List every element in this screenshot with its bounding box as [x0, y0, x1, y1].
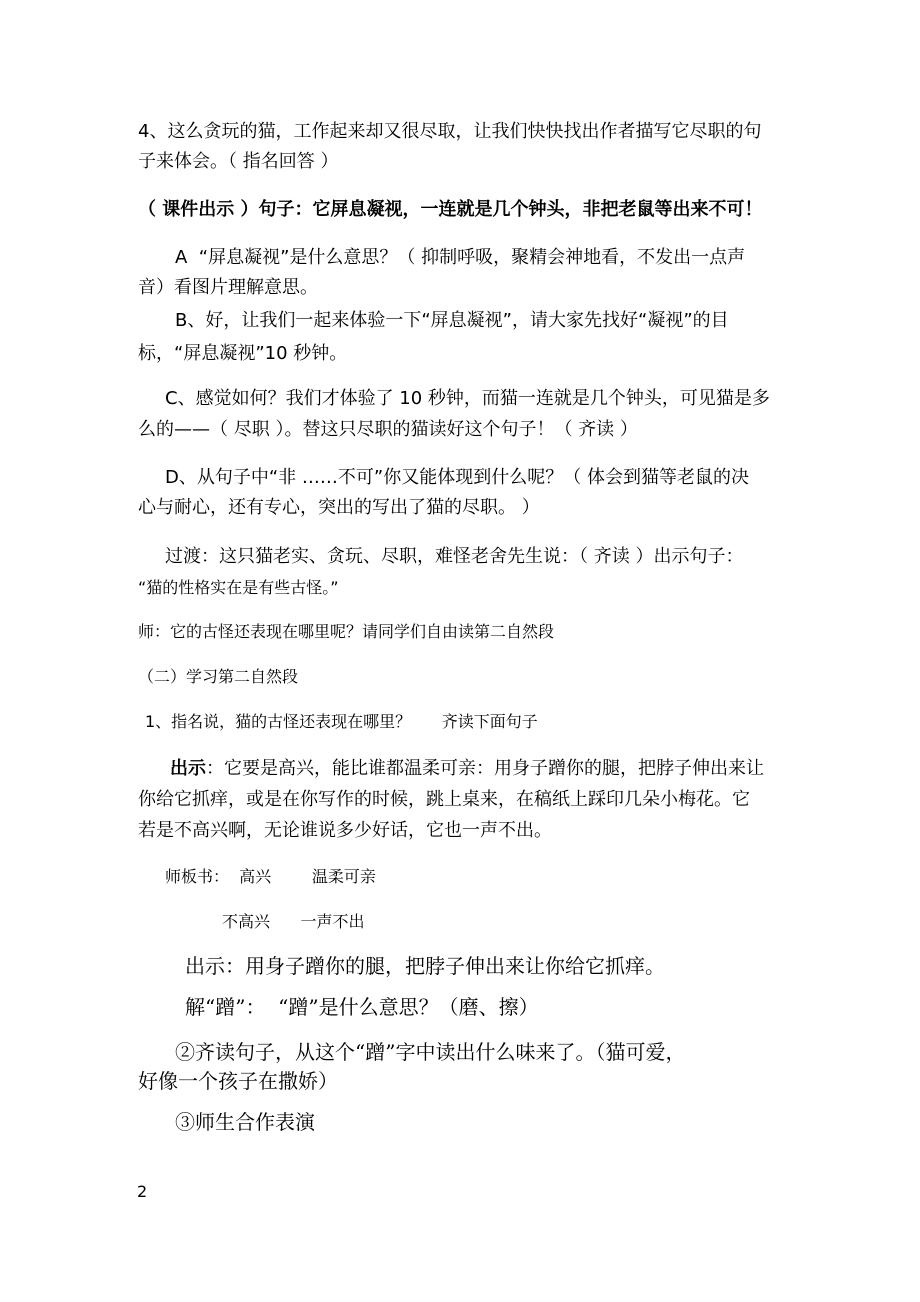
item-c-line1: C、感觉如何？我们才体验了 10 秒钟，而猫一连就是几个钟头，可见猫是多 [165, 388, 770, 409]
perform-activity: ③师生合作表演 [175, 1110, 315, 1134]
show-line1 [170, 757, 764, 781]
teacher-question: 师：它的古怪还表现在哪里呢？请同学们自由读第二自然段 [138, 622, 555, 641]
item-b-line2: 标，“屏息凝视”10 秒钟。 [138, 343, 348, 364]
example-sentence: 出示：用身子蹭你的腿，把脖子伸出来让你给它抓痒。 [185, 954, 665, 978]
item-a-line2: 音）看图片理解意思。 [138, 277, 318, 298]
item-b-line1: B、好，让我们一起来体验一下“屏息凝视”，请大家先找好“凝视”的目 [175, 310, 729, 331]
show-label: 出示 [170, 758, 206, 779]
paragraph-4-line1: 4、这么贪玩的猫，工作起来却又很尽取，让我们快快找出作者描写它尽职的句 [138, 121, 762, 142]
item-a-line1: A “屏息凝视”是什么意思？（ 抑制呼吸，聚精会神地看，不发出一点声 [175, 247, 746, 268]
explain-word: 解“蹭”： “蹭”是什么意思？（磨、擦） [185, 995, 539, 1019]
page-number: 2 [137, 1182, 148, 1201]
transition-line1: 过渡：这只猫老实、贪玩、尽职，难怪老舍先生说：（ 齐读 ）出示句子： [165, 546, 744, 567]
board-line1: 师板书： 高兴 温柔可亲 [165, 867, 376, 886]
read-sentence-line1: ②齐读句子，从这个“蹭”字中读出什么味来了。（猫可爱， [175, 1040, 686, 1064]
question-1: 1、指名说，猫的古怪还表现在哪里？ 齐读下面句子 [145, 712, 538, 731]
item-d-line2: 心与耐心，还有专心，突出的写出了猫的尽职。 ） [138, 497, 540, 518]
paragraph-4-line2: 子来体会。（ 指名回答 ） [138, 151, 339, 172]
item-c-line2: 么的——（ 尽职 ）。替这只尽职的猫读好这个句子！（ 齐读 ） [138, 419, 638, 440]
show-text-1: ：它要是高兴，能比谁都温柔可亲：用身子蹭你的腿，把脖子伸出来让 [206, 758, 764, 779]
board-line2: 不高兴 一声不出 [222, 912, 365, 931]
show-line3: 若是不高兴啊，无论谁说多少好话，它也一声不出。 [138, 820, 552, 841]
read-sentence-line2: 好像一个孩子在撒娇） [138, 1069, 338, 1093]
transition-line2: “猫的性格实在是有些古怪。” [138, 578, 339, 597]
show-line2: 你给它抓痒，或是在你写作的时候，跳上桌来，在稿纸上踩印几朵小梅花。它 [138, 789, 750, 810]
section-heading: （二）学习第二自然段 [138, 667, 299, 686]
courseware-sentence: （ 课件出示 ）句子：它屏息凝视，一连就是几个钟头，非把老鼠等出来不可！ [138, 199, 763, 220]
item-d-line1: D、从句子中“非 ……不可”你又能体现到什么呢？（ 体会到猫等老鼠的决 [165, 467, 749, 488]
